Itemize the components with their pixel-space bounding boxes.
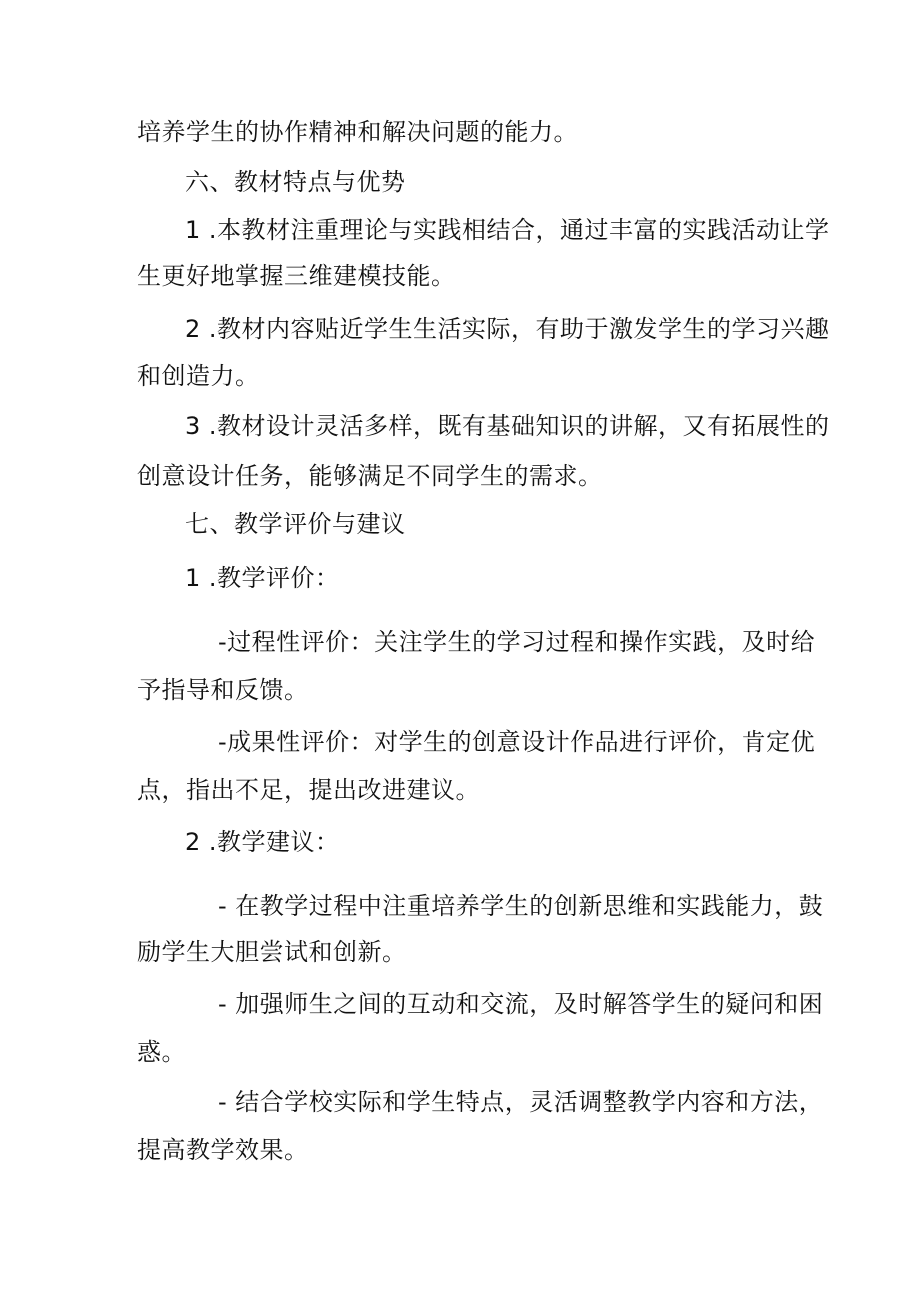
text-line-18: - 加强师生之间的互动和交流，及时解答学生的疑问和困 (218, 990, 824, 1018)
text-line-8: 创意设计任务，能够满足不同学生的需求。 (137, 462, 603, 490)
text-line-13: -成果性评价：对学生的创意设计作品进行评价，肯定优 (218, 728, 816, 756)
text-line-7: 3 .教材设计灵活多样，既有基础知识的讲解，又有拓展性的 (185, 412, 830, 440)
text-line-21: 提高教学效果。 (137, 1136, 309, 1164)
section-heading-6: 六、教材特点与优势 (185, 168, 406, 196)
text-line-11: -过程性评价：关注学生的学习过程和操作实践，及时给 (218, 628, 816, 656)
text-line-5: 2 .教材内容贴近学生生活实际，有助于激发学生的学习兴趣 (185, 315, 830, 343)
text-line-19: 惑。 (137, 1038, 186, 1066)
text-line-10: 1 .教学评价： (185, 564, 340, 592)
text-line-6: 和创造力。 (137, 362, 260, 390)
text-line-4: 生更好地掌握三维建模技能。 (137, 262, 456, 290)
text-line-1: 培养学生的协作精神和解决问题的能力。 (137, 118, 578, 146)
text-line-17: 励学生大胆尝试和创新。 (137, 938, 407, 966)
text-line-15: 2 .教学建议： (185, 828, 340, 856)
text-line-16: - 在教学过程中注重培养学生的创新思维和实践能力，鼓 (218, 892, 824, 920)
text-line-20: - 结合学校实际和学生特点，灵活调整教学内容和方法， (218, 1088, 824, 1116)
text-line-14: 点，指出不足，提出改进建议。 (137, 776, 480, 804)
text-line-3: 1 .本教材注重理论与实践相结合，通过丰富的实践活动让学 (185, 216, 830, 244)
section-heading-7: 七、教学评价与建议 (185, 510, 406, 538)
text-line-12: 予指导和反馈。 (137, 676, 309, 704)
